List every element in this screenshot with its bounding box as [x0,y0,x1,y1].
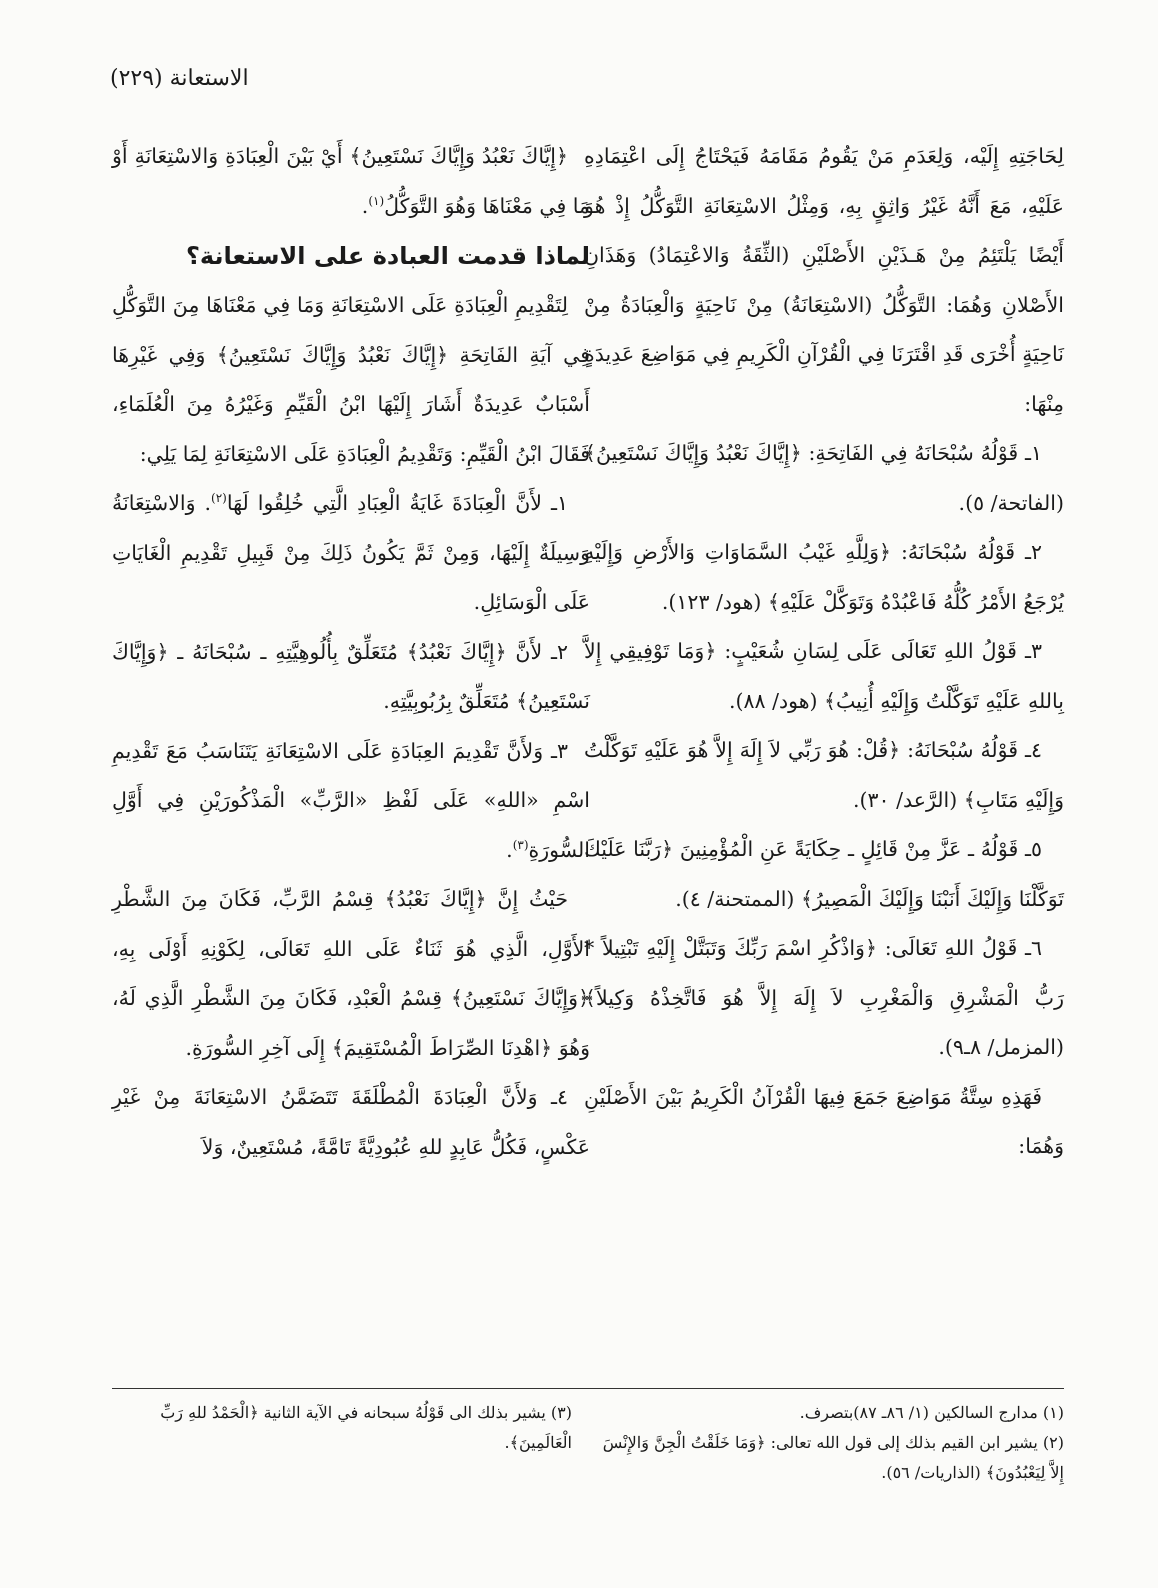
list-item: ٦ـ قَوْلُ اللهِ تَعَالَى: ﴿وَاذْكُرِ اسْمَ رَبِّكَ وَتَبَتَّلْ إِلَيْهِ تَبْتِيلاً * رَبُّ الْمَشْرِقِ وَالْمَغْرِبِ لاَ إِلَهَ إِلاَّ هُوَ فَاتَّخِذْهُ وَكِيلاً﴾ (المزمل/ ٨ـ٩). [584,936,1064,1059]
footnote-2: (٢) يشير ابن القيم بذلك إلى قول الله تعالى: ﴿وَمَا خَلَقْتُ الْجِنَّ وَالإِنْسَ إِلاَّ لِيَعْبُدُونَ﴾ (الذاريات/ ٥٦). [602,1433,1064,1482]
reasons-paragraph: لِتَقْدِيمِ الْعِبَادَةِ عَلَى الاسْتِعَانَةِ وَمَا فِي مَعْنَاهَا مِنَ التَّوَكُّلِ فِي آيَةِ الفَاتِحَةِ ﴿إِيَّاكَ نَعْبُدُ وَإِيَّاكَ نَسْتَعِينُ﴾ وَفِي غَيْرِهَا أَسْبَابٌ عَدِيدَةٌ أَشَارَ إِلَيْهَا ابْنُ الْقَيِّمِ وَغَيْرُهُ مِنَ الْعُلَمَاءِ، فَقَالَ ابْنُ الْقَيِّمِ: وَتَقْدِيمُ الْعِبَادَةِ عَلَى الاسْتِعَانَةِ لِمَا يَلِي: [112,293,590,466]
list-item: ٤ـ قَوْلُهُ سُبْحَانَهُ: ﴿قُلْ: هُوَ رَبِّي لاَ إِلَهَ إِلاَّ هُوَ عَلَيْهِ تَوَكَّلْتُ وَإِلَيْهِ مَتَابِ﴾ (الرَّعد/ ٣٠). [584,738,1064,812]
footnote-divider [112,1388,1064,1389]
right-closing-paragraph: فَهَذِهِ سِتَّةُ مَوَاضِعَ جَمَعَ فِيهَا الْقُرْآنُ الْكَرِيمُ بَيْنَ الأَصْلَيْنِ وَهُمَا: [584,1084,1064,1158]
explanation-paragraph: حَيْثُ إِنَّ ﴿إِيَّاكَ نَعْبُدُ﴾ قِسْمُ الرَّبِّ، فَكَانَ مِنَ الشَّطْرِ الأَوَّلِ، الَّذِي هُوَ ثَنَاءٌ عَلَى اللهِ تَعَالَى، لِكَوْنِهِ أَوْلَى بِهِ، ﴿وَإِيَّاكَ نَسْتَعِينُ﴾ قِسْمُ الْعَبْدِ، فَكَانَ مِنَ الشَّطْرِ الَّذِي لَهُ، وَهُوَ ﴿اهْدِنَا الصِّرَاطَ الْمُسْتَقِيمَ﴾ إِلَى آخِرِ السُّورَةِ. [112,887,590,1060]
list-item: ٣ـ قَوْلُ اللهِ تَعَالَى عَلَى لِسَانِ شُعَيْبٍ: ﴿وَمَا تَوْفِيقِي إِلاَّ بِاللهِ عَلَيْهِ تَوَكَّلْتُ وَإِلَيْهِ أُنِيبُ﴾ (هود/ ٨٨). [584,639,1064,713]
running-title: الاستعانة (٢٢٩) [110,66,249,91]
footnote-ref-3: (٣) [512,837,529,852]
section-heading: لماذا قدمت العبادة على الاستعانة؟ [185,242,590,270]
left-intro-text: ﴿إِيَّاكَ نَعْبُدُ وَإِيَّاكَ نَسْتَعِينُ﴾ أَيْ بَيْنَ الْعِبَادَةِ وَالاسْتِعَانَةِ أَوْ مَا فِي مَعْنَاهَا وَهُوَ التَّوَكُّلُ [112,144,590,218]
right-column [584,132,1064,1172]
list-item: ٤ـ وَلأَنَّ الْعِبَادَةَ الْمُطْلَقَةَ تَتَضَمَّنُ الاسْتِعَانَةَ مِنْ غَيْرِ عَكْسٍ، فَكُلُّ عَابِدٍ للهِ عُبُودِيَّةً تَامَّةً، مُسْتَعِينٌ، وَلاَ [112,1085,590,1159]
reason-1-rest: . وَالاسْتِعَانَةُ وَسِيلَةٌ إِلَيْهَا، وَمِنْ ثَمَّ يَكُونُ ذَلِكَ مِنْ قَبِيلِ تَقْدِيمِ الْغَايَاتِ عَلَى الْوَسَائِلِ. [112,491,590,614]
right-intro-paragraph: لِحَاجَتِهِ إِلَيْه، وَلِعَدَمِ مَنْ يَقُومُ مَقَامَهُ فَيَحْتَاجُ إِلَى اعْتِمَادِهِ عَلَيْهِ، مَعَ أَنَّهُ غَيْرُ وَاثِقٍ بِهِ، وَمِثْلُ الاسْتِعَانَةِ التَّوَكُّلُ إِذْ هُوَ أَيْضًا يَلْتَئِمُ مِنْ هَـذَيْنِ الأَصْلَيْنِ (الثِّقَةُ وَالاعْتِمَادُ) وَهَذَانِ الأَصْلانِ وَهُمَا: التَّوَكُّلُ (الاسْتِعَانَةُ) مِنْ نَاحِيَةٍ وَالْعِبَادَةُ مِنْ نَاحِيَةٍ أُخْرَى قَدِ اقْتَرَنَا فِي الْقُرْآنِ الْكَرِيمِ فِي مَوَاضِعَ عَدِيدَةٍ مِنْهَا: [584,144,1064,416]
list-item: ٢ـ لأَنَّ ﴿إِيَّاكَ نَعْبُدُ﴾ مُتَعَلِّقٌ بِأُلُوهِيَّتِهِ ـ سُبْحَانَهُ ـ ﴿وَإِيَّاكَ نَسْتَعِينُ﴾ مُتَعَلِّقٌ بِرُبُوبِيَّتِهِ. [112,639,590,713]
reason-3-text: ٣ـ وَلأَنَّ تَقْدِيمَ العِبَادَةِ عَلَى الاسْتِعَانَةِ يَتَنَاسَبُ مَعَ تَقْدِيمِ اسْمِ «اللهِ» عَلَى لَفْظِ «الرَّبِّ» الْمَذْكُورَيْنِ فِي أَوَّلِ السُّورَةِ [112,738,590,862]
footnotes-right [594,1398,1064,1488]
list-item [112,479,590,628]
list-item: ١ـ قَوْلُهُ سُبْحَانَهُ فِي الفَاتِحَةِ: ﴿إِيَّاكَ نَعْبُدُ وَإِيَّاكَ نَسْتَعِينُ﴾ (الفاتحة/ ٥). [584,441,1064,515]
footnote-3: (٣) يشير بذلك الى قَوْلُهُ سبحانه في الآية الثانية ﴿الْحَمْدُ للهِ رَبِّ الْعَالَمِينَ﴾. [160,1403,572,1452]
list-item: ٢ـ قَوْلُهُ سُبْحَانَهُ: ﴿وَلِلَّهِ غَيْبُ السَّمَاوَاتِ وَالأَرْضِ وَإِلَيْهِ يُرْجَعُ الأَمْرُ كُلُّهُ فَاعْبُدْهُ وَتَوَكَّلْ عَلَيْهِ﴾ (هود/ ١٢٣). [584,540,1064,614]
footnote-ref-1: (١) [368,193,385,208]
footnotes-left [112,1398,572,1458]
left-column [112,132,590,1172]
left-intro-paragraph: ﴿إِيَّاكَ نَعْبُدُ وَإِيَّاكَ نَسْتَعِينُ﴾ أَيْ بَيْنَ الْعِبَادَةِ وَالاسْتِعَانَةِ أَوْ مَا فِي مَعْنَاهَا وَهُوَ التَّوَكُّلُ$^{(١)}$. [112,144,590,218]
list-item: ٥ـ قَوْلُهُ ـ عَزَّ مِنْ قَائِلٍ ـ حِكَايَةً عَنِ الْمُؤْمِنِينَ ﴿رَبَّنَا عَلَيْكَ تَوَكَّلْنَا وَإِلَيْكَ أَنَبْنَا وَإِلَيْكَ الْمَصِيرُ﴾ (الممتحنة/ ٤). [584,837,1064,911]
footnote-1: (١) مدارج السالكين (١/ ٨٦ـ ٨٧)بتصرف. [799,1403,1064,1422]
footnote-ref-2: (٢) [211,491,227,506]
page-header [110,66,1048,106]
list-item: ٣ـ وَلأَنَّ تَقْدِيمَ العِبَادَةِ عَلَى الاسْتِعَانَةِ يَتَنَاسَبُ مَعَ تَقْدِيمِ اسْمِ «اللهِ» عَلَى لَفْظِ «الرَّبِّ» الْمَذْكُورَيْنِ فِي أَوَّلِ السُّورَةِ$^{(٣)}$. [112,738,590,862]
reason-1-text: ١ـ لأَنَّ الْعِبَادَةَ غَايَةُ الْعِبَادِ الَّتِي خُلِقُوا لَهَا [226,491,569,515]
